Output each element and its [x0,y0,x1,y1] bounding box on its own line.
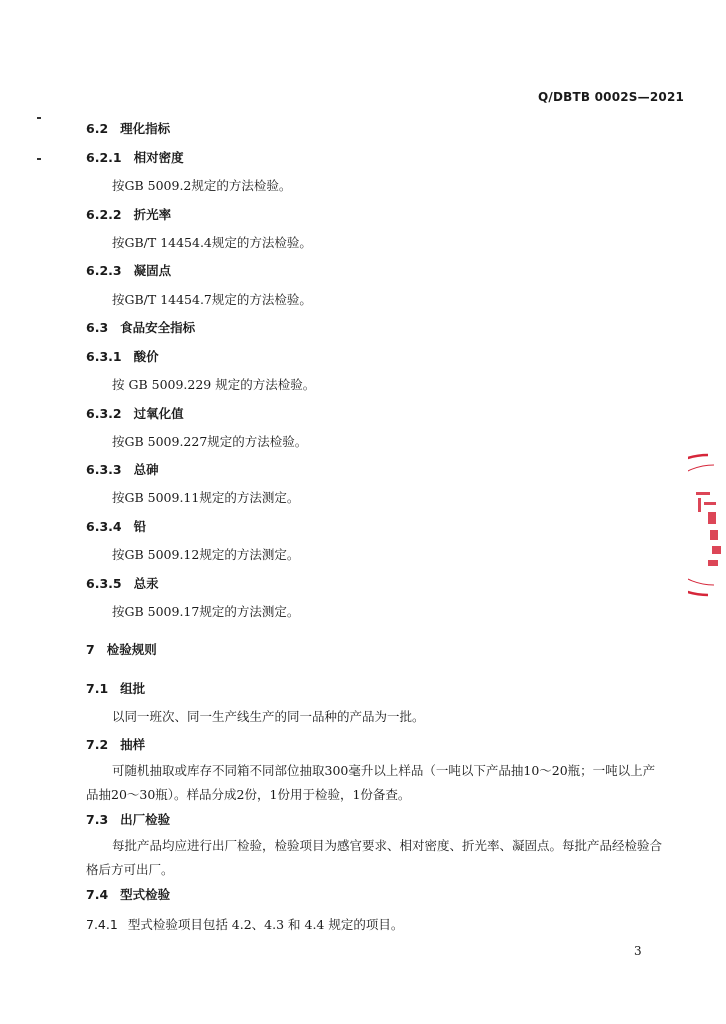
section-heading [86,119,170,137]
section-title: 相对密度 [133,150,184,165]
section-title: 检验规则 [106,642,157,657]
section-body: 按GB 5009.2规定的方法检验。 [112,178,292,193]
section-title: 组批 [120,681,146,696]
section-number: 6.3.5 [86,576,122,591]
section-body: 按 GB 5009.229 规定的方法检验。 [112,377,316,392]
section-body: 按GB 5009.17规定的方法测定。 [112,604,300,619]
section-title: 总汞 [133,576,159,591]
scan-mark [37,117,41,119]
chapter-heading [86,640,157,658]
section-body: 按GB 5009.12规定的方法测定。 [112,547,300,562]
section-body: 型式检验项目包括 4.2、4.3 和 4.4 规定的项目。 [127,917,404,932]
section-number: 7.2 [86,737,109,752]
section-number: 7.1 [86,681,109,696]
section-body: 每批产品均应进行出厂检验，检验项目为感官要求、相对密度、折光率、凝固点。每批产品经检验合格后方可出厂。 [86,838,663,877]
section-title: 折光率 [133,207,172,222]
subsection-line [86,915,403,933]
section-heading [86,810,170,828]
section-body: 可随机抽取或库存不同箱不同部位抽取300毫升以上样品（一吨以下产品抽10～20瓶；一吨以上产品抽20～30瓶）。样品分成2份，1份用于检验，1份备查。 [86,763,656,802]
section-title: 抽样 [120,737,146,752]
section-number: 6.2.3 [86,263,122,278]
section-number: 6.2.1 [86,150,122,165]
section-body: 按GB 5009.227规定的方法检验。 [112,434,308,449]
scan-mark [37,158,41,160]
section-number: 7.4 [86,887,109,902]
section-number: 6.3.1 [86,349,122,364]
section-number: 6.3.3 [86,462,122,477]
section-heading [86,735,145,753]
section-body: 以同一班次、同一生产线生产的同一品种的产品为一批。 [112,709,425,724]
section-heading [86,148,184,166]
section-number: 6.3.4 [86,519,122,534]
section-body: 按GB 5009.11规定的方法测定。 [112,490,300,505]
document-code: Q/DBTB 0002S—2021 [538,90,685,104]
official-seal-fragment [688,450,726,600]
section-body: 按GB/T 14454.7规定的方法检验。 [112,292,312,307]
section-title: 型式检验 [120,887,171,902]
section-title: 凝固点 [133,263,172,278]
section-heading [86,318,195,336]
section-heading [86,404,184,422]
section-title: 铅 [133,519,147,534]
section-title: 酸价 [133,349,159,364]
section-title: 出厂检验 [120,812,171,827]
section-number: 6.3.2 [86,406,122,421]
section-number: 7.4.1 [86,917,118,932]
section-heading [86,679,145,697]
section-body: 按GB/T 14454.4规定的方法检验。 [112,235,312,250]
section-number: 7 [86,642,95,657]
section-heading [86,347,159,365]
section-number: 6.2 [86,121,109,136]
section-number: 6.3 [86,320,109,335]
section-heading [86,205,171,223]
section-heading [86,517,146,535]
section-number: 7.3 [86,812,109,827]
section-heading [86,261,171,279]
section-title: 理化指标 [120,121,171,136]
section-title: 食品安全指标 [120,320,196,335]
page-number: 3 [634,944,642,958]
section-heading [86,460,159,478]
section-title: 总砷 [133,462,159,477]
section-title: 过氧化值 [133,406,184,421]
section-heading [86,574,159,592]
section-heading [86,885,170,903]
section-number: 6.2.2 [86,207,122,222]
